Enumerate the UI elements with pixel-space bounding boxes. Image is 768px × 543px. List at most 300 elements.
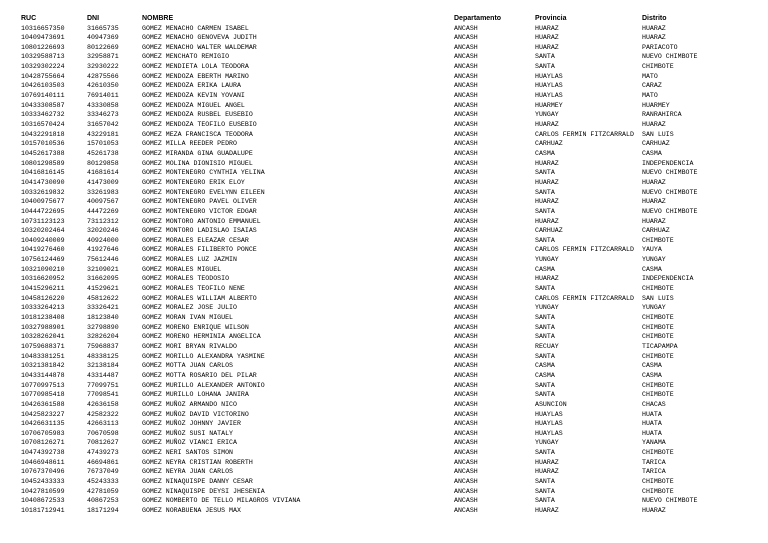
table-row [0, 458, 768, 468]
cell-nombre: GOMEZ MORAN IVAN MIGUEL [142, 314, 234, 321]
cell-distrito: NUEVO CHIMBOTE [642, 53, 698, 61]
cell-departamento: ANCASH [454, 391, 478, 399]
cell-nombre: GOMEZ NORABUENA JESUS MAX [142, 507, 241, 514]
cell-provincia: SANTA [535, 63, 555, 71]
cell-departamento: ANCASH [454, 458, 478, 466]
cell-distrito: CHIMBOTE [642, 236, 674, 244]
cell-dni: 47439273 [87, 449, 119, 457]
cell-ruc: 10181712941 [21, 507, 65, 514]
cell-distrito: MATO [642, 72, 658, 80]
cell-nombre: GOMEZ MONTENEGRO PAVEL OLIVER [142, 198, 257, 206]
cell-provincia: CASMA [535, 265, 555, 273]
cell-nombre: GOMEZ MUÑOZ DAVID VICTORINO [142, 410, 249, 418]
cell-distrito: YANAMA [642, 439, 666, 447]
cell-nombre: GOMEZ MONTENEGRO CYNTHIA YELINA [142, 169, 265, 177]
cell-ruc: 10416816145 [21, 169, 65, 177]
cell-dni: 32798890 [87, 323, 119, 331]
table-row [0, 467, 768, 477]
cell-distrito: NUEVO CHIMBOTE [642, 188, 698, 196]
cell-departamento: ANCASH [454, 439, 478, 447]
cell-provincia: HUARAZ [535, 24, 559, 32]
cell-ruc: 10432291818 [21, 130, 65, 138]
cell-distrito: INDEPENDENCIA [642, 275, 694, 283]
cell-departamento: ANCASH [454, 323, 478, 331]
cell-dni: 77099751 [87, 381, 119, 389]
cell-provincia: HUARAZ [535, 507, 559, 514]
cell-dni: 42610350 [87, 82, 119, 90]
cell-nombre: GOMEZ MORALES FILIBERTO PONCE [142, 246, 257, 254]
cell-distrito: CHIMBOTE [642, 352, 674, 360]
cell-provincia: HUARAZ [535, 468, 559, 476]
cell-provincia: CARLOS FERMIN FITZCARRALD [535, 130, 634, 138]
cell-departamento: ANCASH [454, 82, 478, 90]
cell-departamento: ANCASH [454, 92, 478, 100]
cell-dni: 31665735 [87, 24, 119, 32]
cell-nombre: GOMEZ MOTTA JUAN CARLOS [142, 362, 234, 370]
table-row [0, 52, 768, 62]
cell-dni: 32138184 [87, 362, 119, 370]
cell-nombre: GOMEZ MUÑOZ ARMANDO NICO [142, 400, 237, 408]
cell-provincia: HUARMEY [535, 101, 563, 109]
cell-nombre: GOMEZ MURILLO LOHANA JANIRA [142, 391, 249, 399]
cell-dni: 40947369 [87, 34, 119, 42]
cell-provincia: SANTA [535, 478, 555, 486]
table-row [0, 226, 768, 236]
table-row [0, 438, 768, 448]
cell-nombre: GOMEZ MENDOZA TEOFILO EUSEBIO [142, 121, 257, 128]
cell-distrito: CARHUAZ [642, 140, 670, 148]
cell-nombre: GOMEZ MENDOZA MIGUEL ANGEL [142, 101, 245, 109]
cell-departamento: ANCASH [454, 111, 478, 119]
cell-nombre: GOMEZ MENDOZA ERIKA LAURA [142, 82, 241, 90]
cell-distrito: CHIMBOTE [642, 314, 674, 321]
cell-distrito: HUATA [642, 429, 662, 437]
cell-ruc: 10316657350 [21, 24, 65, 32]
cell-dni: 42582322 [87, 410, 119, 418]
cell-ruc: 10770997513 [21, 381, 65, 389]
cell-provincia: ASUNCION [535, 400, 567, 408]
cell-distrito: YUNGAY [642, 256, 666, 264]
cell-ruc: 10320202464 [21, 227, 65, 235]
cell-ruc: 10452433333 [21, 478, 65, 486]
cell-nombre: GOMEZ MORALES LUZ JAZMIN [142, 256, 237, 264]
cell-distrito: CHACAS [642, 400, 666, 408]
cell-dni: 76737049 [87, 468, 119, 476]
table-row [0, 178, 768, 188]
cell-provincia: SANTA [535, 188, 555, 196]
table-row [0, 159, 768, 169]
cell-distrito: CARHUAZ [642, 227, 670, 235]
cell-ruc: 10801226693 [21, 43, 65, 51]
cell-distrito: CHIMBOTE [642, 487, 674, 495]
cell-ruc: 10708126271 [21, 439, 65, 447]
cell-provincia: HUARAZ [535, 121, 559, 128]
cell-nombre: GOMEZ MIRANDA GINA GUADALUPE [142, 149, 253, 157]
cell-provincia: HUAYLAS [535, 420, 563, 428]
cell-ruc: 10426103503 [21, 82, 65, 90]
table-row [0, 429, 768, 439]
cell-nombre: GOMEZ MONTORO ANTONIO EMMANUEL [142, 217, 261, 225]
table-row [0, 294, 768, 304]
header-ruc: RUC [21, 15, 37, 22]
table-row [0, 284, 768, 294]
cell-provincia: HUARAZ [535, 275, 559, 283]
cell-dni: 33346273 [87, 111, 119, 119]
cell-distrito: TARICA [642, 468, 666, 476]
cell-ruc: 10767370496 [21, 468, 65, 476]
cell-dni: 75968837 [87, 342, 119, 350]
cell-dni: 77098541 [87, 391, 119, 399]
cell-provincia: SANTA [535, 487, 555, 495]
cell-departamento: ANCASH [454, 169, 478, 177]
cell-nombre: GOMEZ MORALES WILLIAM ALBERTO [142, 294, 257, 302]
cell-distrito: MATO [642, 92, 658, 100]
cell-ruc: 10328262041 [21, 333, 65, 341]
cell-departamento: ANCASH [454, 507, 478, 514]
cell-distrito: YAUYA [642, 246, 662, 254]
cell-dni: 41927646 [87, 246, 119, 254]
cell-distrito: INDEPENDENCIA [642, 159, 694, 167]
cell-departamento: ANCASH [454, 227, 478, 235]
cell-ruc: 10731123123 [21, 217, 65, 225]
cell-dni: 76914011 [87, 92, 119, 100]
cell-dni: 80129858 [87, 159, 119, 167]
cell-ruc: 10427810599 [21, 487, 65, 495]
cell-distrito: CHIMBOTE [642, 285, 674, 293]
cell-dni: 43229181 [87, 130, 119, 138]
cell-distrito: NUEVO CHIMBOTE [642, 207, 698, 215]
cell-provincia: SANTA [535, 352, 555, 360]
cell-distrito: HUATA [642, 410, 662, 418]
cell-distrito: CHIMBOTE [642, 333, 674, 341]
cell-departamento: ANCASH [454, 207, 478, 215]
cell-provincia: SANTA [535, 381, 555, 389]
cell-provincia: RECUAY [535, 342, 559, 350]
cell-dni: 41681614 [87, 169, 119, 177]
table-row [0, 197, 768, 207]
cell-departamento: ANCASH [454, 24, 478, 32]
cell-provincia: YUNGAY [535, 304, 559, 312]
cell-dni: 33261983 [87, 188, 119, 196]
cell-ruc: 10409473691 [21, 34, 65, 42]
cell-provincia: CARLOS FERMIN FITZCARRALD [535, 294, 634, 302]
cell-distrito: HUARAZ [642, 217, 666, 225]
cell-distrito: CHIMBOTE [642, 391, 674, 399]
cell-nombre: GOMEZ NOMBERTO DE TELLO MILAGROS VIVIANA [142, 497, 301, 505]
cell-nombre: GOMEZ NEYRA CRISTIAN ROBERTH [142, 458, 253, 466]
cell-provincia: SANTA [535, 53, 555, 61]
cell-departamento: ANCASH [454, 362, 478, 370]
cell-provincia: SANTA [535, 314, 555, 321]
cell-ruc: 10425823227 [21, 410, 65, 418]
cell-dni: 33326421 [87, 304, 119, 312]
cell-departamento: ANCASH [454, 429, 478, 437]
cell-dni: 45243333 [87, 478, 119, 486]
table-row [0, 400, 768, 410]
cell-departamento: ANCASH [454, 381, 478, 389]
table-row [0, 313, 768, 323]
cell-departamento: ANCASH [454, 478, 478, 486]
cell-nombre: GOMEZ MORALES MIGUEL [142, 265, 222, 273]
cell-departamento: ANCASH [454, 43, 478, 51]
cell-dni: 31662095 [87, 275, 119, 283]
cell-ruc: 10321381842 [21, 362, 65, 370]
cell-dni: 45261738 [87, 149, 119, 157]
cell-ruc: 10181238408 [21, 314, 65, 321]
table-row [0, 33, 768, 43]
cell-departamento: ANCASH [454, 121, 478, 128]
cell-dni: 75612446 [87, 256, 119, 264]
cell-provincia: SANTA [535, 207, 555, 215]
cell-nombre: GOMEZ MENDIETA LOLA TEODORA [142, 63, 249, 71]
cell-nombre: GOMEZ MENACHO CARMEN ISABEL [142, 24, 249, 32]
cell-nombre: GOMEZ MILLA REEDER PEDRO [142, 140, 237, 148]
cell-nombre: GOMEZ MORALES TEOFILO NENE [142, 285, 245, 293]
cell-nombre: GOMEZ MURILLO ALEXANDER ANTONIO [142, 381, 265, 389]
cell-nombre: GOMEZ MONTENEGRO EVELYNN EILEEN [142, 188, 265, 196]
cell-nombre: GOMEZ NEYRA JUAN CARLOS [142, 468, 234, 476]
cell-provincia: CASMA [535, 371, 555, 379]
cell-dni: 18123840 [87, 314, 119, 321]
cell-departamento: ANCASH [454, 246, 478, 254]
table-row [0, 265, 768, 275]
cell-ruc: 10433144878 [21, 371, 65, 379]
cell-dni: 43330858 [87, 101, 119, 109]
cell-distrito: CHIMBOTE [642, 478, 674, 486]
cell-distrito: NUEVO CHIMBOTE [642, 497, 698, 505]
cell-dni: 42663113 [87, 420, 119, 428]
cell-departamento: ANCASH [454, 140, 478, 148]
cell-departamento: ANCASH [454, 72, 478, 80]
table-row [0, 255, 768, 265]
cell-nombre: GOMEZ MENCHATO REMIGIO [142, 53, 230, 61]
cell-dni: 32109021 [87, 265, 119, 273]
cell-departamento: ANCASH [454, 294, 478, 302]
cell-distrito: HUARAZ [642, 24, 666, 32]
cell-dni: 40097567 [87, 198, 119, 206]
cell-nombre: GOMEZ MORENO ENRIQUE WILSON [142, 323, 249, 331]
cell-departamento: ANCASH [454, 34, 478, 42]
cell-nombre: GOMEZ MENDOZA RUSBEL EUSEBIO [142, 111, 253, 119]
cell-provincia: SANTA [535, 449, 555, 457]
cell-ruc: 10333264213 [21, 304, 65, 312]
table-row [0, 217, 768, 227]
cell-nombre: GOMEZ MORILLO ALEXANDRA YASMINE [142, 352, 265, 360]
cell-departamento: ANCASH [454, 275, 478, 283]
cell-ruc: 10409240009 [21, 236, 65, 244]
table-row [0, 448, 768, 458]
table-row [0, 245, 768, 255]
cell-ruc: 10415296211 [21, 285, 65, 293]
cell-dni: 40924000 [87, 236, 119, 244]
cell-nombre: GOMEZ MONTORO LADISLAO ISAIAS [142, 227, 257, 235]
cell-departamento: ANCASH [454, 130, 478, 138]
cell-nombre: GOMEZ MUÑOZ JOHNNY JAVIER [142, 420, 241, 428]
cell-ruc: 10756124469 [21, 256, 65, 264]
cell-ruc: 10316570424 [21, 121, 65, 128]
cell-nombre: GOMEZ MOTTA ROSARIO DEL PILAR [142, 371, 257, 379]
table-row [0, 477, 768, 487]
cell-nombre: GOMEZ MENDOZA KEVIN YOVANI [142, 92, 245, 100]
cell-provincia: HUAYLAS [535, 429, 563, 437]
table-row [0, 139, 768, 149]
table-row [0, 410, 768, 420]
cell-departamento: ANCASH [454, 487, 478, 495]
cell-ruc: 10433308587 [21, 101, 65, 109]
table-row [0, 130, 768, 140]
cell-distrito: SAN LUIS [642, 130, 674, 138]
cell-departamento: ANCASH [454, 333, 478, 341]
cell-departamento: ANCASH [454, 468, 478, 476]
cell-provincia: CARLOS FERMIN FITZCARRALD [535, 246, 634, 254]
table-row [0, 24, 768, 34]
cell-distrito: HUARAZ [642, 121, 666, 128]
cell-ruc: 10801298589 [21, 159, 65, 167]
cell-ruc: 10759688371 [21, 342, 65, 350]
table-row [0, 381, 768, 391]
cell-dni: 41473009 [87, 178, 119, 186]
table-row [0, 81, 768, 91]
cell-ruc: 10428755664 [21, 72, 65, 80]
cell-ruc: 10769140111 [21, 92, 65, 100]
header-departamento: Departamento [454, 15, 502, 22]
table-row [0, 43, 768, 53]
cell-ruc: 10414730090 [21, 178, 65, 186]
cell-dni: 41529621 [87, 285, 119, 293]
header-nombre: NOMBRE [142, 15, 174, 22]
cell-dni: 80122669 [87, 43, 119, 51]
cell-dni: 31657042 [87, 121, 119, 128]
cell-provincia: CARHUAZ [535, 227, 563, 235]
cell-departamento: ANCASH [454, 420, 478, 428]
cell-departamento: ANCASH [454, 304, 478, 312]
cell-dni: 42781059 [87, 487, 119, 495]
table-row [0, 323, 768, 333]
table-row [0, 274, 768, 284]
cell-provincia: HUAYLAS [535, 72, 563, 80]
header-distrito: Distrito [642, 15, 667, 22]
cell-distrito: CASMA [642, 371, 662, 379]
cell-ruc: 10444722695 [21, 207, 65, 215]
cell-nombre: GOMEZ MENDOZA EBERTH MARINO [142, 72, 249, 80]
cell-ruc: 10316620952 [21, 275, 65, 283]
cell-ruc: 10329588713 [21, 53, 65, 61]
cell-departamento: ANCASH [454, 101, 478, 109]
cell-provincia: SANTA [535, 333, 555, 341]
cell-dni: 70670598 [87, 429, 119, 437]
cell-dni: 15701053 [87, 140, 119, 148]
cell-distrito: HUARAZ [642, 34, 666, 42]
cell-ruc: 10332619832 [21, 188, 65, 196]
cell-distrito: CASMA [642, 149, 662, 157]
cell-departamento: ANCASH [454, 53, 478, 61]
cell-nombre: GOMEZ MORENO HERMINIA ANGELICA [142, 333, 261, 341]
cell-distrito: NUEVO CHIMBOTE [642, 169, 698, 177]
cell-departamento: ANCASH [454, 159, 478, 167]
cell-dni: 32930222 [87, 63, 119, 71]
cell-distrito: CASMA [642, 265, 662, 273]
cell-ruc: 10452617388 [21, 149, 65, 157]
cell-ruc: 10466948611 [21, 458, 65, 466]
cell-ruc: 10157010536 [21, 140, 65, 148]
table-header [0, 14, 768, 24]
cell-distrito: HUARAZ [642, 178, 666, 186]
table-row [0, 303, 768, 313]
cell-distrito: HUARAZ [642, 507, 666, 514]
table-row [0, 487, 768, 497]
cell-departamento: ANCASH [454, 217, 478, 225]
cell-provincia: SANTA [535, 391, 555, 399]
cell-ruc: 10483381251 [21, 352, 65, 360]
cell-distrito: CHIMBOTE [642, 63, 674, 71]
cell-dni: 44472269 [87, 207, 119, 215]
cell-departamento: ANCASH [454, 198, 478, 206]
table-row [0, 390, 768, 400]
cell-nombre: GOMEZ MORALES ELEAZAR CESAR [142, 236, 249, 244]
cell-dni: 32020246 [87, 227, 119, 235]
cell-provincia: SANTA [535, 323, 555, 331]
table-row [0, 207, 768, 217]
cell-nombre: GOMEZ MENACHO WALTER WALDEMAR [142, 43, 257, 51]
cell-dni: 18171294 [87, 507, 119, 514]
cell-departamento: ANCASH [454, 371, 478, 379]
cell-departamento: ANCASH [454, 352, 478, 360]
cell-distrito: CARAZ [642, 82, 662, 90]
cell-ruc: 10706705983 [21, 429, 65, 437]
cell-distrito: PARIACOTO [642, 43, 678, 51]
cell-ruc: 10400975677 [21, 198, 65, 206]
cell-dni: 40867253 [87, 497, 119, 505]
table-row [0, 236, 768, 246]
cell-ruc: 10408672533 [21, 497, 65, 505]
cell-nombre: GOMEZ NINAQUISPE DEYSI JHESENIA [142, 487, 265, 495]
cell-departamento: ANCASH [454, 400, 478, 408]
cell-departamento: ANCASH [454, 497, 478, 505]
cell-distrito: CHIMBOTE [642, 381, 674, 389]
cell-nombre: GOMEZ MUÑOZ VIANCI ERICA [142, 439, 237, 447]
table-row [0, 149, 768, 159]
cell-ruc: 10426361588 [21, 400, 65, 408]
cell-provincia: HUARAZ [535, 458, 559, 466]
table-row [0, 371, 768, 381]
cell-ruc: 10333462732 [21, 111, 65, 119]
cell-dni: 42875566 [87, 72, 119, 80]
cell-provincia: HUARAZ [535, 198, 559, 206]
cell-provincia: YUNGAY [535, 256, 559, 264]
table-row [0, 120, 768, 130]
cell-departamento: ANCASH [454, 285, 478, 293]
cell-provincia: SANTA [535, 169, 555, 177]
cell-departamento: ANCASH [454, 256, 478, 264]
cell-provincia: HUARAZ [535, 43, 559, 51]
cell-provincia: HUARAZ [535, 217, 559, 225]
cell-distrito: TARICA [642, 458, 666, 466]
table-row [0, 101, 768, 111]
table-row [0, 110, 768, 120]
cell-ruc: 10321090210 [21, 265, 65, 273]
cell-dni: 32826204 [87, 333, 119, 341]
cell-distrito: TICAPAMPA [642, 342, 678, 350]
cell-departamento: ANCASH [454, 236, 478, 244]
cell-departamento: ANCASH [454, 342, 478, 350]
cell-nombre: GOMEZ MONTENEGRO VICTOR EDGAR [142, 207, 257, 215]
cell-provincia: HUARAZ [535, 34, 559, 42]
cell-dni: 43314487 [87, 371, 119, 379]
table-row [0, 188, 768, 198]
cell-provincia: SANTA [535, 236, 555, 244]
cell-provincia: HUARAZ [535, 178, 559, 186]
cell-provincia: HUAYLAS [535, 410, 563, 418]
